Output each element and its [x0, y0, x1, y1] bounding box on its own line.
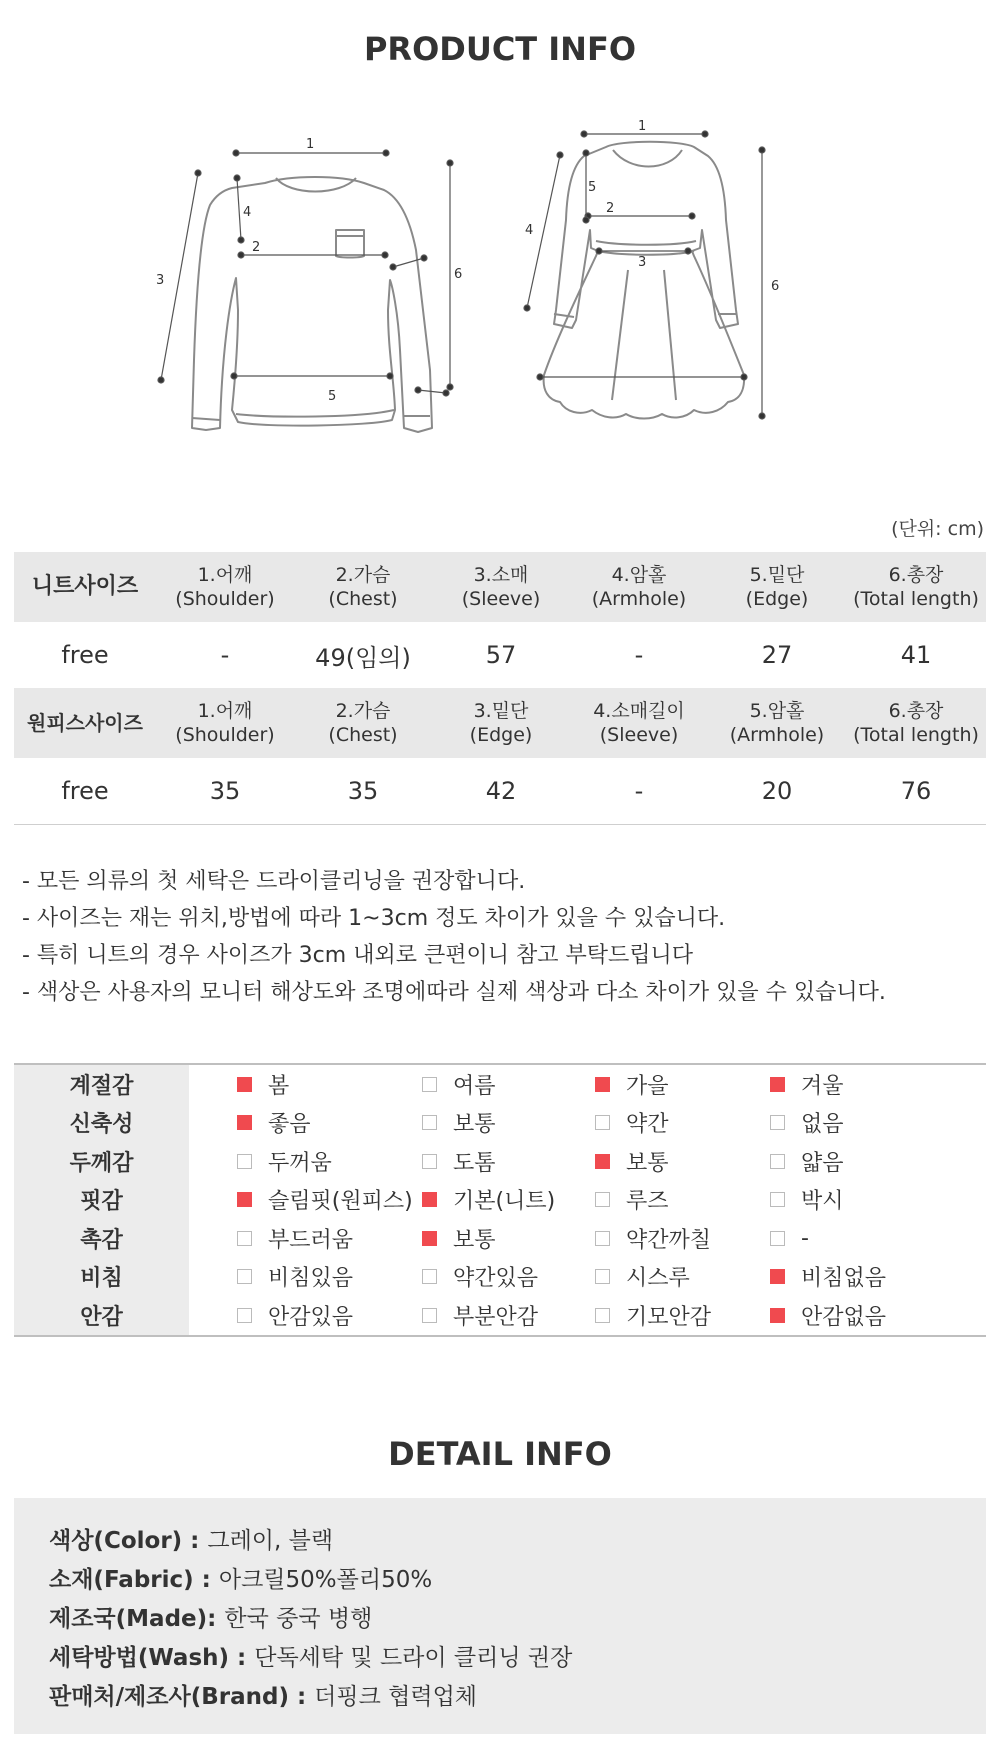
table-cell: 49(임의) — [294, 622, 432, 689]
unchecked-box-icon — [770, 1192, 785, 1207]
fabric-option-label: 비침없음 — [801, 1266, 887, 1292]
note-line: - 사이즈는 재는 위치,방법에 따라 1~3cm 정도 차이가 있을 수 있습니다. — [22, 906, 726, 931]
fabric-option — [388, 1184, 587, 1215]
checked-box-icon — [422, 1231, 437, 1246]
header-cell: 원피스사이즈 — [14, 688, 156, 758]
detail-label: 제조국(Made): — [49, 1606, 217, 1632]
fabric-option-label: 얇음 — [801, 1150, 844, 1176]
fabric-option-label: 도톰 — [453, 1150, 496, 1176]
fabric-option — [587, 1107, 786, 1138]
unchecked-box-icon — [595, 1192, 610, 1207]
care-notes — [22, 863, 886, 1011]
fabric-option — [189, 1146, 388, 1177]
knit-measure-lines — [158, 150, 453, 396]
table-cell: free — [14, 622, 156, 689]
fabric-category: 계절감 — [14, 1065, 189, 1104]
dress-fold-1 — [612, 270, 628, 400]
detail-label: 판매처/제조사(Brand) : — [49, 1684, 307, 1710]
fabric-option-label: 기본(니트) — [453, 1189, 556, 1215]
dress-table-header — [14, 688, 986, 758]
unchecked-box-icon — [237, 1308, 252, 1323]
dress-label-1: 1 — [638, 119, 647, 134]
detail-row-color — [49, 1522, 333, 1555]
fabric-option — [587, 1069, 786, 1100]
fabric-row — [14, 1142, 986, 1181]
unchecked-box-icon — [595, 1231, 610, 1246]
unchecked-box-icon — [422, 1077, 437, 1092]
unchecked-box-icon — [422, 1308, 437, 1323]
unchecked-box-icon — [595, 1308, 610, 1323]
fabric-option — [786, 1226, 986, 1251]
fabric-option — [189, 1069, 388, 1100]
header-cell: 6.총장 (Total length) — [846, 552, 986, 622]
knit-table-header — [14, 552, 986, 622]
dress-label-3: 3 — [638, 255, 647, 270]
fabric-option-label: 보통 — [453, 1112, 496, 1138]
checked-box-icon — [770, 1269, 785, 1284]
dress-table-row — [14, 758, 986, 825]
unchecked-box-icon — [595, 1269, 610, 1284]
fabric-category: 두께감 — [14, 1142, 189, 1181]
dress-waist-seam — [596, 241, 696, 245]
table-cell: 76 — [846, 758, 986, 825]
header-cell: 4.소매길이 (Sleeve) — [570, 688, 708, 758]
table-cell: 35 — [156, 758, 294, 825]
header-cell: 6.총장 (Total length) — [846, 688, 986, 758]
fabric-category: 신축성 — [14, 1104, 189, 1143]
fabric-option-label: 부드러움 — [268, 1227, 354, 1253]
detail-label: 소재(Fabric) : — [49, 1567, 211, 1593]
fabric-option-label: 기모안감 — [626, 1304, 712, 1330]
note-line: - 모든 의류의 첫 세탁은 드라이클리닝을 권장합니다. — [22, 869, 526, 894]
dress-sleeve-left — [554, 314, 574, 317]
table-cell: free — [14, 758, 156, 825]
fabric-option-label: 약간있음 — [453, 1266, 539, 1292]
dress-label-6: 6 — [771, 279, 780, 294]
fabric-option — [587, 1146, 786, 1177]
fabric-option — [786, 1146, 986, 1177]
fabric-category: 비침 — [14, 1258, 189, 1297]
header-cell: 니트사이즈 — [14, 552, 156, 622]
header-cell: 1.어깨 (Shoulder) — [156, 552, 294, 622]
detail-info-box — [14, 1498, 986, 1734]
table-cell: 57 — [432, 622, 570, 689]
knit-cuff-left — [192, 418, 220, 420]
size-diagram — [0, 110, 1000, 480]
fabric-option-label: 비침있음 — [268, 1266, 354, 1292]
knit-illustration — [192, 177, 432, 432]
unchecked-box-icon — [422, 1269, 437, 1284]
header-cell: 3.밑단 (Edge) — [432, 688, 570, 758]
table-cell: - — [570, 758, 708, 825]
unchecked-box-icon — [770, 1231, 785, 1246]
fabric-option-label: - — [801, 1225, 809, 1251]
knit-label-3: 3 — [156, 273, 165, 288]
note-line: - 특히 니트의 경우 사이즈가 3cm 내외로 큰편이니 참고 부탁드립니다 — [22, 943, 693, 968]
fabric-option — [189, 1223, 388, 1254]
checked-box-icon — [237, 1077, 252, 1092]
fabric-row — [14, 1219, 986, 1258]
detail-value: 한국 중국 병행 — [224, 1606, 373, 1632]
knit-label-4: 4 — [243, 205, 252, 220]
detail-row-wash — [49, 1639, 572, 1672]
knit-pocket — [336, 230, 364, 258]
product-info-title: PRODUCT INFO — [363, 30, 637, 68]
fabric-option-label: 박시 — [801, 1189, 844, 1215]
fabric-option — [587, 1261, 786, 1292]
fabric-option — [786, 1184, 986, 1215]
fabric-row — [14, 1104, 986, 1143]
header-cell: 5.암홀 (Armhole) — [708, 688, 846, 758]
knit-body-outline — [192, 177, 432, 432]
fabric-row — [14, 1065, 986, 1104]
unchecked-box-icon — [422, 1154, 437, 1169]
header-cell: 2.가슴 (Chest) — [294, 552, 432, 622]
checked-box-icon — [237, 1115, 252, 1130]
fabric-option-label: 안감없음 — [801, 1304, 887, 1330]
knit-label-1: 1 — [306, 137, 315, 152]
unchecked-box-icon — [237, 1154, 252, 1169]
detail-value: 그레이, 블랙 — [207, 1528, 334, 1554]
table-cell: 20 — [708, 758, 846, 825]
fabric-option — [587, 1184, 786, 1215]
header-cell: 5.밑단 (Edge) — [708, 552, 846, 622]
unchecked-box-icon — [422, 1115, 437, 1130]
unchecked-box-icon — [237, 1231, 252, 1246]
fabric-option-label: 안감있음 — [268, 1304, 354, 1330]
fabric-option-label: 두꺼움 — [268, 1150, 332, 1176]
fabric-option-label: 겨울 — [801, 1073, 844, 1099]
header-cell: 1.어깨 (Shoulder) — [156, 688, 294, 758]
detail-row-brand — [49, 1678, 477, 1711]
fabric-option — [388, 1300, 587, 1331]
knit-size-table — [14, 552, 986, 689]
fabric-option-label: 없음 — [801, 1112, 844, 1138]
checked-box-icon — [595, 1077, 610, 1092]
dress-size-table — [14, 688, 986, 825]
header-cell: 3.소매 (Sleeve) — [432, 552, 570, 622]
header-cell: 2.가슴 (Chest) — [294, 688, 432, 758]
fabric-option-label: 슬림핏(원피스) — [268, 1189, 413, 1215]
unchecked-box-icon — [770, 1115, 785, 1130]
fabric-option — [587, 1300, 786, 1331]
fabric-category: 촉감 — [14, 1219, 189, 1258]
knit-table-row — [14, 622, 986, 689]
table-cell: 27 — [708, 622, 846, 689]
fabric-option — [786, 1107, 986, 1138]
table-cell: - — [156, 622, 294, 689]
fabric-option-label: 봄 — [268, 1073, 290, 1099]
knit-hem — [236, 410, 394, 417]
dress-label-2: 2 — [606, 201, 615, 216]
table-cell: 41 — [846, 622, 986, 689]
fabric-category: 핏감 — [14, 1181, 189, 1220]
table-cell: 35 — [294, 758, 432, 825]
fabric-option — [388, 1223, 587, 1254]
detail-row-made — [49, 1600, 372, 1633]
dress-fold-2 — [664, 270, 676, 400]
note-line: - 색상은 사용자의 모니터 해상도와 조명에따라 실제 색상과 다소 차이가 있을 수 있습니다. — [22, 980, 886, 1005]
unchecked-box-icon — [770, 1154, 785, 1169]
detail-value: 더핑크 협력업체 — [314, 1684, 478, 1710]
fabric-option-label: 좋음 — [268, 1112, 311, 1138]
detail-value: 아크릴50%폴리50% — [218, 1567, 433, 1593]
fabric-option-label: 시스루 — [626, 1266, 690, 1292]
checked-box-icon — [770, 1077, 785, 1092]
fabric-option — [786, 1261, 986, 1292]
fabric-option-label: 루즈 — [626, 1189, 669, 1215]
dress-neckline — [613, 150, 682, 167]
table-cell: - — [570, 622, 708, 689]
detail-row-fabric — [49, 1561, 432, 1594]
knit-neckline — [276, 178, 356, 192]
fabric-option — [388, 1146, 587, 1177]
fabric-properties-table — [14, 1063, 986, 1337]
fabric-option — [189, 1261, 388, 1292]
knit-label-5: 5 — [328, 389, 337, 404]
fabric-option — [587, 1223, 786, 1254]
unchecked-box-icon — [237, 1269, 252, 1284]
fabric-option-label: 보통 — [453, 1227, 496, 1253]
detail-info-title: DETAIL INFO — [388, 1435, 612, 1473]
fabric-option-label: 가을 — [626, 1073, 669, 1099]
dress-label-4: 4 — [525, 223, 534, 238]
fabric-option-label: 약간 — [626, 1112, 669, 1138]
fabric-option — [786, 1069, 986, 1100]
knit-label-6: 6 — [454, 267, 463, 282]
fabric-category: 안감 — [14, 1296, 189, 1335]
unchecked-box-icon — [595, 1115, 610, 1130]
fabric-option — [189, 1300, 388, 1331]
detail-label: 세탁방법(Wash) : — [49, 1645, 247, 1671]
fabric-option-label: 부분안감 — [453, 1304, 539, 1330]
fabric-option — [786, 1300, 986, 1331]
detail-label: 색상(Color) : — [49, 1528, 200, 1554]
checked-box-icon — [770, 1308, 785, 1323]
detail-value: 단독세탁 및 드라이 클리닝 권장 — [254, 1645, 573, 1671]
fabric-option-label: 여름 — [453, 1073, 496, 1099]
checked-box-icon — [422, 1192, 437, 1207]
fabric-row — [14, 1181, 986, 1220]
checked-box-icon — [595, 1154, 610, 1169]
fabric-option — [388, 1107, 587, 1138]
fabric-row — [14, 1258, 986, 1297]
header-cell: 4.암홀 (Armhole) — [570, 552, 708, 622]
dress-label-5: 5 — [588, 180, 597, 195]
fabric-option — [189, 1184, 413, 1215]
checked-box-icon — [237, 1192, 252, 1207]
fabric-option — [189, 1107, 388, 1138]
fabric-row — [14, 1296, 986, 1335]
fabric-option-label: 보통 — [626, 1150, 669, 1176]
table-cell: 42 — [432, 758, 570, 825]
knit-label-2: 2 — [252, 240, 261, 255]
fabric-option — [388, 1261, 587, 1292]
unit-label: (단위: cm) — [891, 518, 984, 540]
fabric-option-label: 약간까칠 — [626, 1227, 712, 1253]
fabric-option — [388, 1069, 587, 1100]
dress-measure-numbers — [525, 119, 779, 294]
